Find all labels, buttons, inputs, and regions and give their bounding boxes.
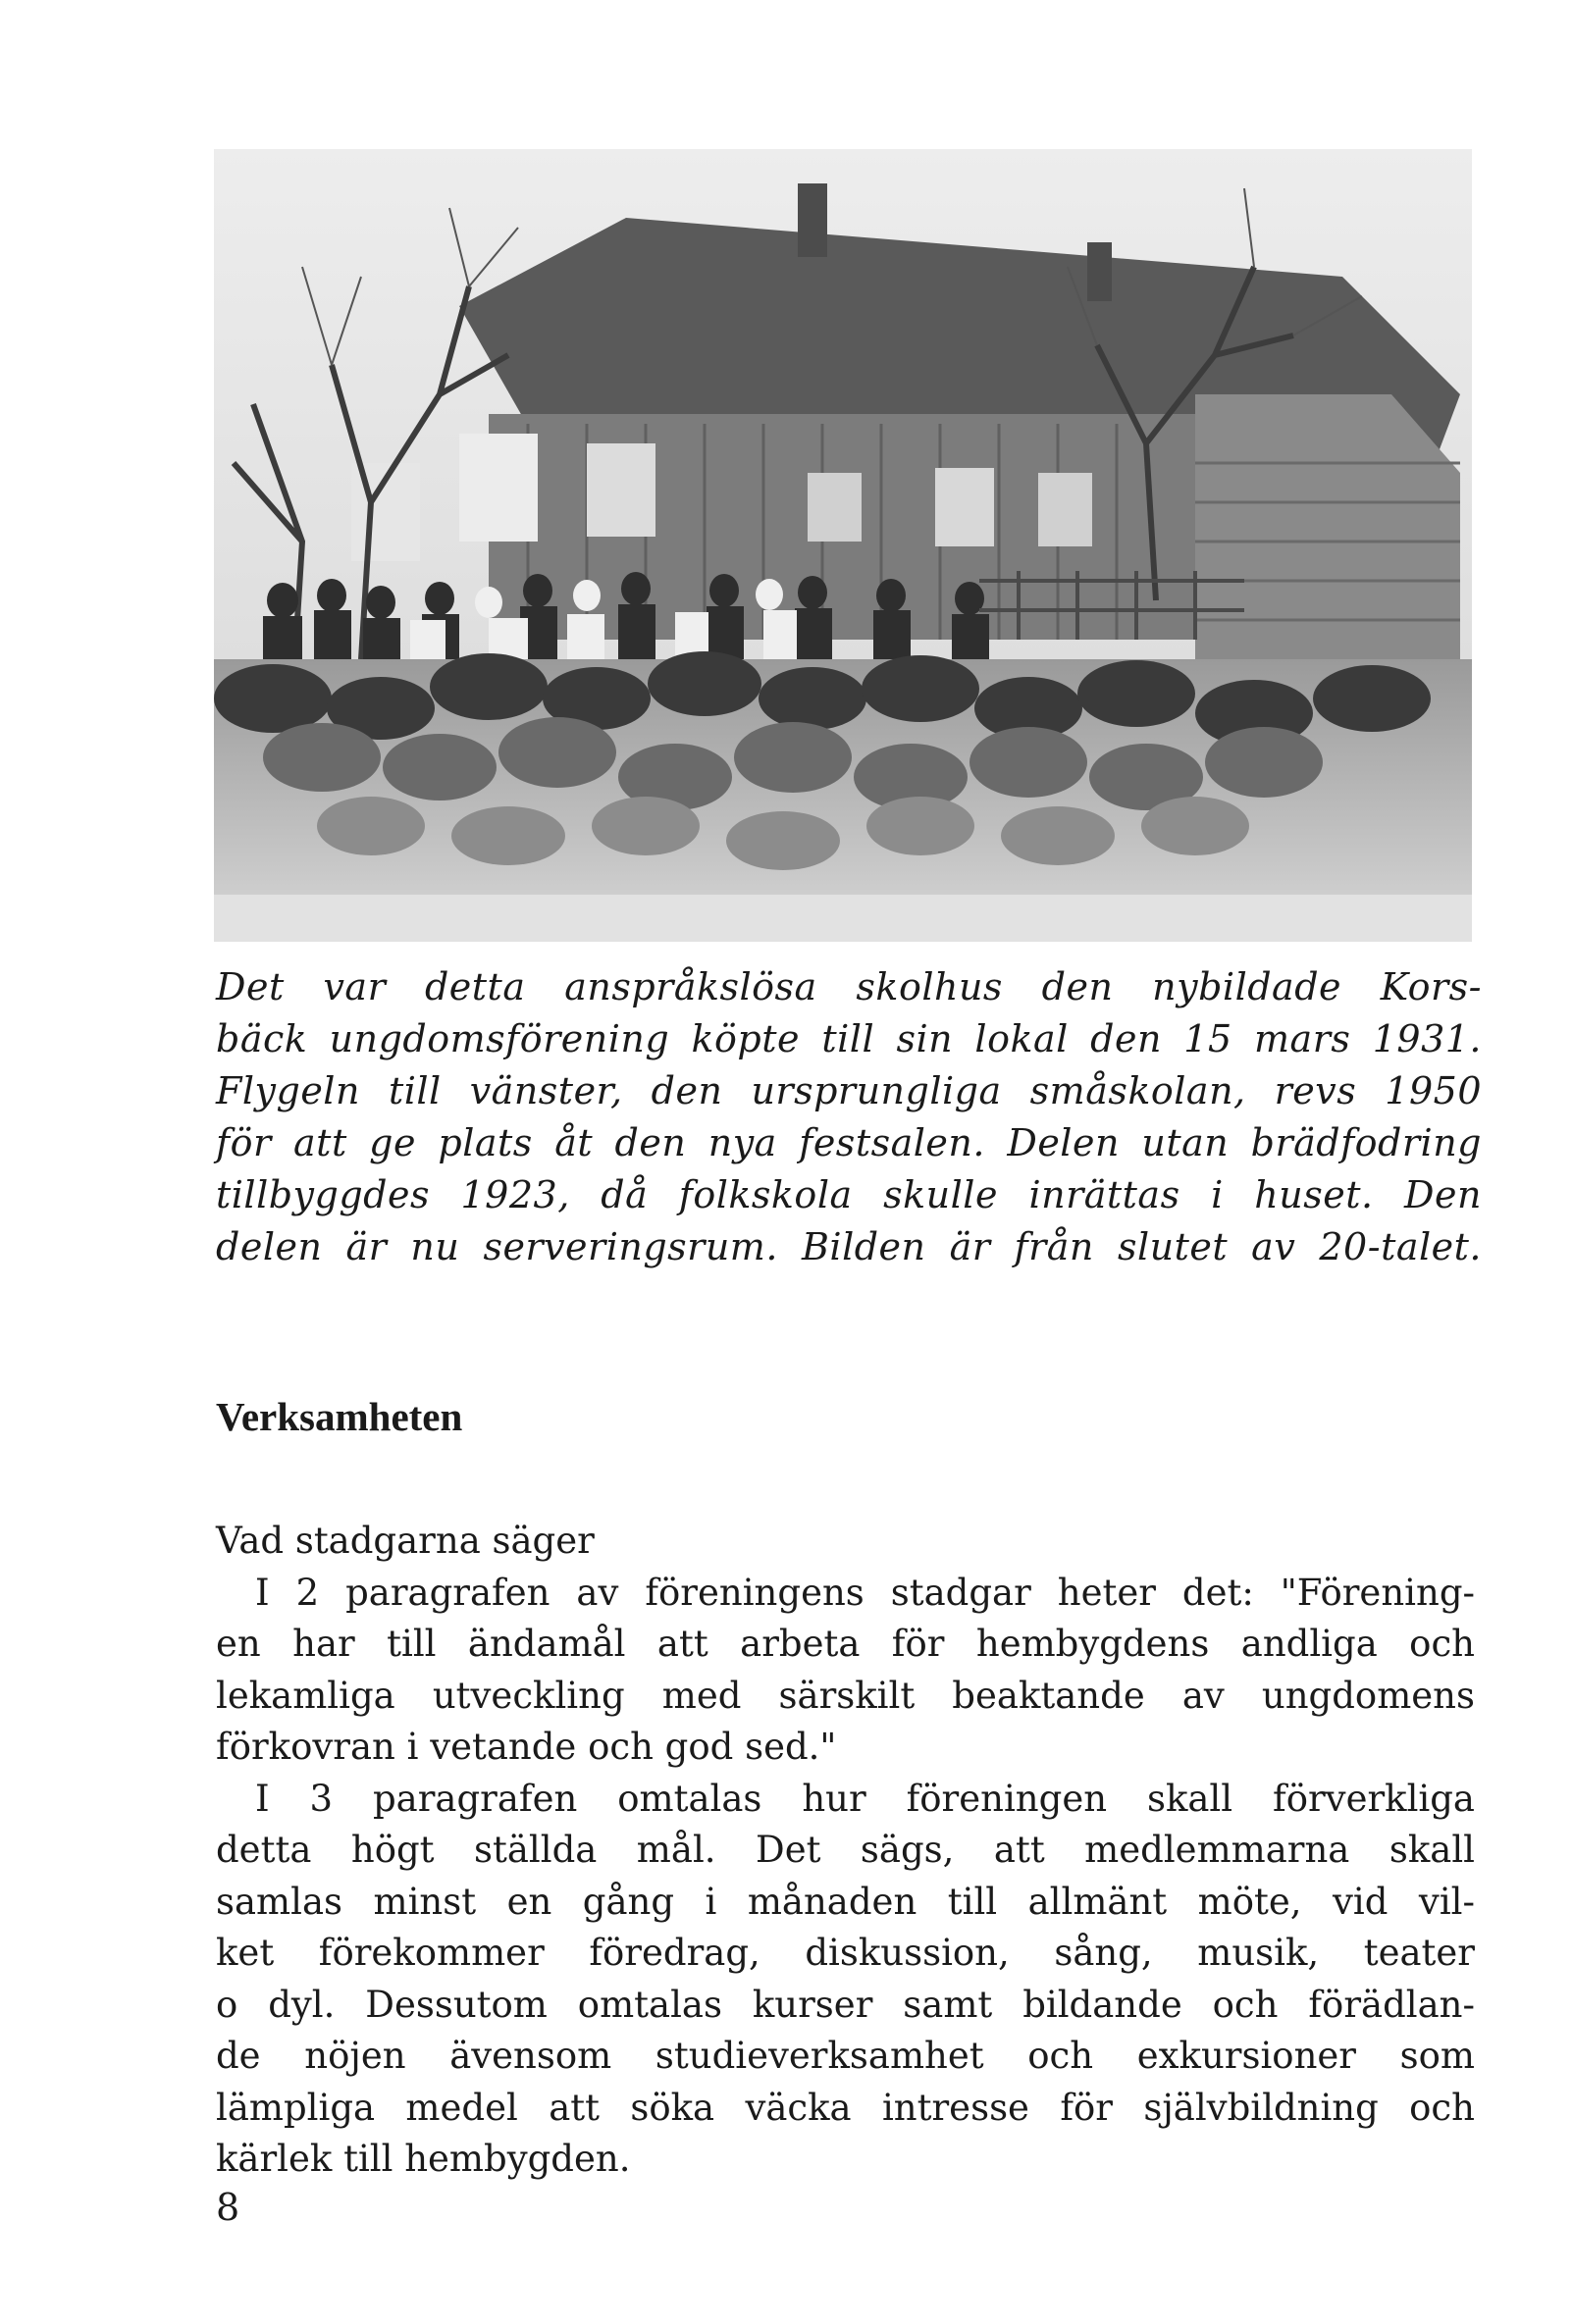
photo-caption <box>216 961 1482 1273</box>
caption-line: tillbyggdes 1923, då folkskola skulle inrättas i huset. Den <box>216 1173 1482 1216</box>
caption-line: Flygeln till vänster, den ursprungliga småskolan, revs 1950 <box>216 1069 1482 1112</box>
body-line: I 2 paragrafen av föreningens stadgar heter det: "Förening- <box>255 1571 1475 1614</box>
body-line: de nöjen ävensom studieverksamhet och exkursioner som <box>216 2035 1475 2077</box>
school-house-photo <box>214 149 1472 942</box>
caption-line: för att ge plats åt den nya festsalen. Delen utan brädfodring <box>216 1121 1482 1164</box>
body-line: förkovran i vetande och god sed." <box>216 1726 837 1768</box>
page-number: 8 <box>216 2186 240 2229</box>
section-body <box>216 1516 1475 2186</box>
body-line: kärlek till hembygden. <box>216 2138 631 2180</box>
body-line: detta högt ställda mål. Det sägs, att medlemmarna skall <box>216 1829 1475 1871</box>
body-line: samlas minst en gång i månaden till allmänt möte, vid vil- <box>216 1880 1475 1923</box>
caption-line: delen är nu serveringsrum. Bilden är från slutet av 20-talet. <box>216 1225 1482 1268</box>
caption-line: bäck ungdomsförening köpte till sin lokal den 15 mars 1931. <box>216 1017 1482 1060</box>
caption-line: Det var detta anspråkslösa skolhus den nybildade Kors- <box>216 965 1482 1008</box>
section-heading: Verksamheten <box>216 1394 463 1439</box>
body-line: en har till ändamål att arbeta för hembygdens andliga och <box>216 1623 1475 1665</box>
body-line: ket förekommer föredrag, diskussion, sång, musik, teater <box>216 1932 1475 1974</box>
subheading: Vad stadgarna säger <box>216 1520 595 1562</box>
photo-school-house-icon <box>214 149 1472 942</box>
body-line: o dyl. Dessutom omtalas kurser samt bildande och förädlan- <box>216 1983 1475 2026</box>
body-line: I 3 paragrafen omtalas hur föreningen skall förverkliga <box>255 1777 1475 1820</box>
body-line: lekamliga utveckling med särskilt beaktande av ungdomens <box>216 1674 1475 1717</box>
body-line: lämpliga medel att söka väcka intresse för självbildning och <box>216 2086 1475 2129</box>
